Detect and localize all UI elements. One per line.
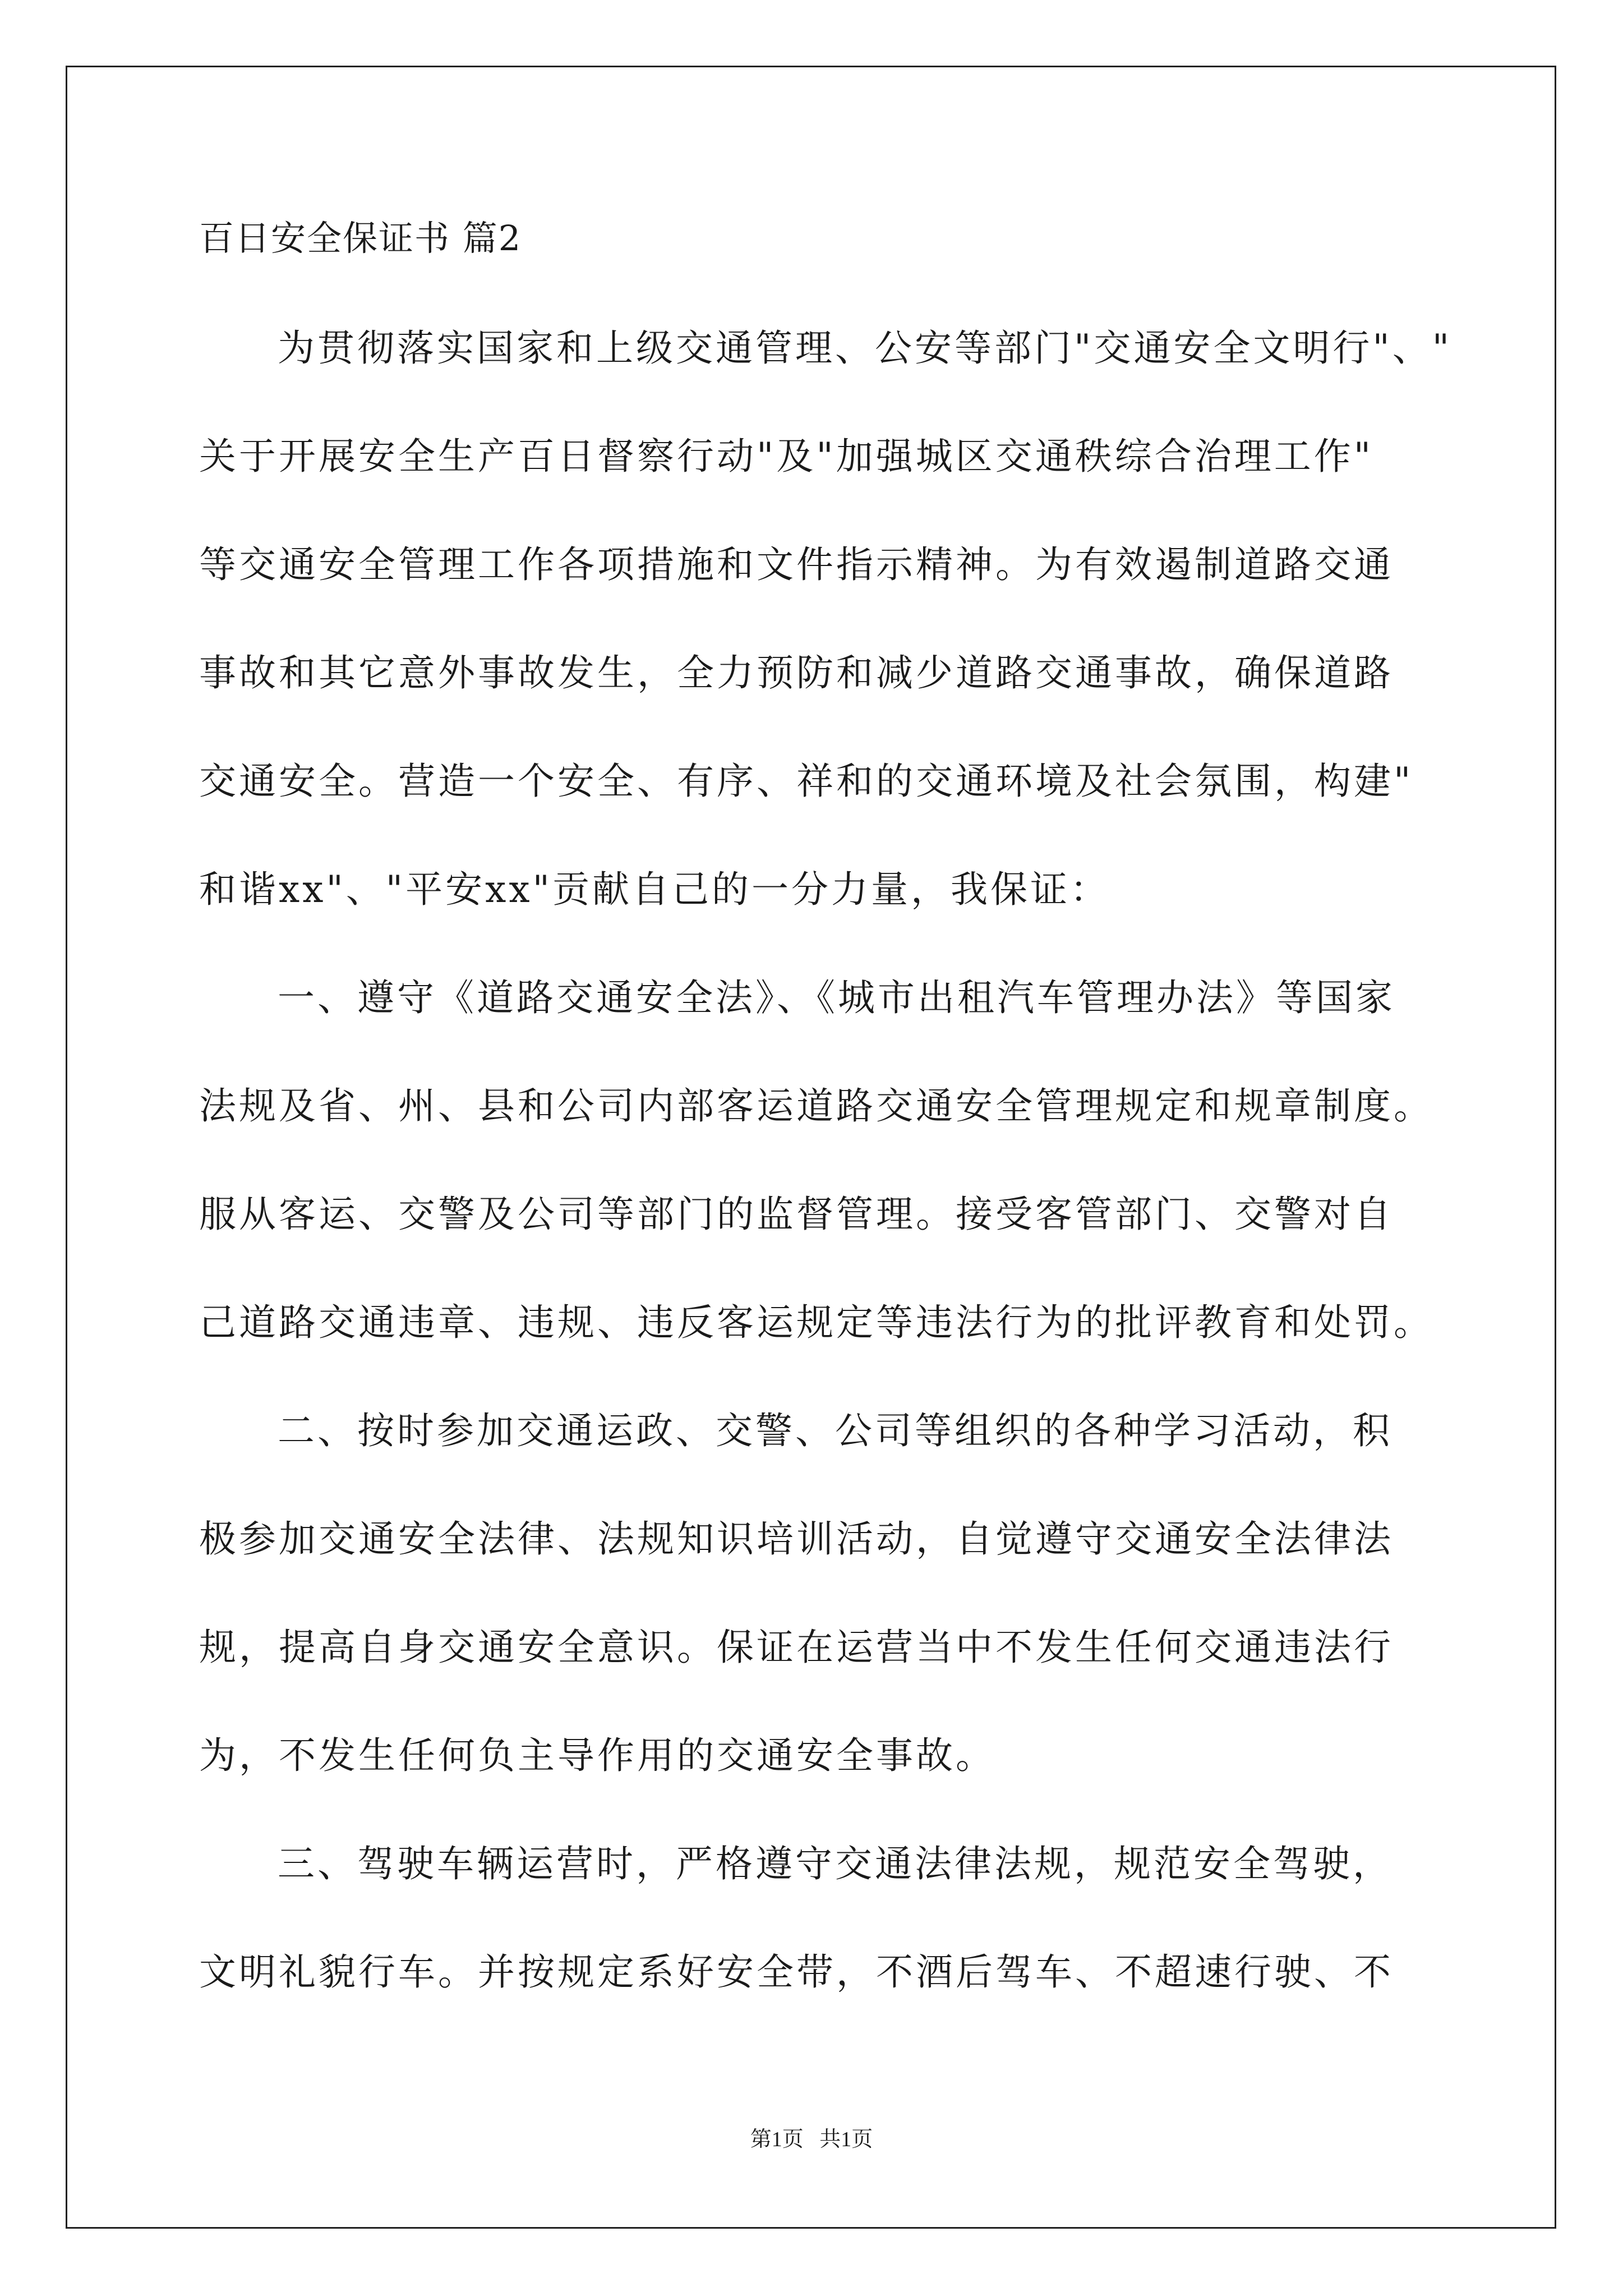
- paragraph-line: 等交通安全管理工作各项措施和文件指示精神。为有效遏制道路交通: [199, 543, 1394, 586]
- paragraph-line: 服从客运、交警及公司等部门的监督管理。接受客管部门、交警对自: [199, 1193, 1394, 1236]
- paragraph-line: 关于开展安全生产百日督察行动"及"加强城区交通秩综合治理工作": [199, 435, 1374, 478]
- document-title: 百日安全保证书 篇2: [199, 218, 522, 259]
- paragraph-first-line: 三、驾驶车辆运营时，严格遵守交通法律法规，规范安全驾驶，: [278, 1842, 1393, 1885]
- paragraph-line: 规，提高自身交通安全意识。保证在运营当中不发生任何交通违法行: [199, 1626, 1394, 1669]
- paragraph-first-line: 一、遵守《道路交通安全法》、《城市出租汽车管理办法》等国家: [278, 976, 1395, 1019]
- paragraph-first-line: 为贯彻落实国家和上级交通管理、公安等部门"交通安全文明行"、": [278, 326, 1453, 370]
- page-number-footer: 第1页 共1页: [750, 2128, 873, 2151]
- document-text: [199, 326, 1453, 1994]
- paragraph-line: 为，不发生任何负主导作用的交通安全事故。: [199, 1734, 995, 1777]
- paragraph-first-line: 二、按时参加交通运政、交警、公司等组织的各种学习活动，积: [278, 1409, 1393, 1452]
- paragraph-line: 事故和其它意外事故发生，全力预防和减少道路交通事故，确保道路: [199, 651, 1394, 694]
- paragraph-line: 极参加交通安全法律、法规知识培训活动，自觉遵守交通安全法律法: [199, 1517, 1394, 1561]
- paragraph-line: 交通安全。营造一个安全、有序、祥和的交通环境及社会氛围，构建": [199, 760, 1414, 803]
- paragraph-line: 己道路交通违章、违规、违反客运规定等违法行为的批评教育和处罚。: [199, 1301, 1433, 1344]
- paragraph-line: 和谐xx"、"平安xx"贡献自己的一分力量，我保证：: [199, 868, 1110, 911]
- document-body: [199, 218, 1453, 2059]
- paragraph-line: 法规及省、州、县和公司内部客运道路交通安全管理规定和规章制度。: [199, 1084, 1433, 1128]
- paragraph-line: 文明礼貌行车。并按规定系好安全带，不酒后驾车、不超速行驶、不: [199, 1950, 1394, 1994]
